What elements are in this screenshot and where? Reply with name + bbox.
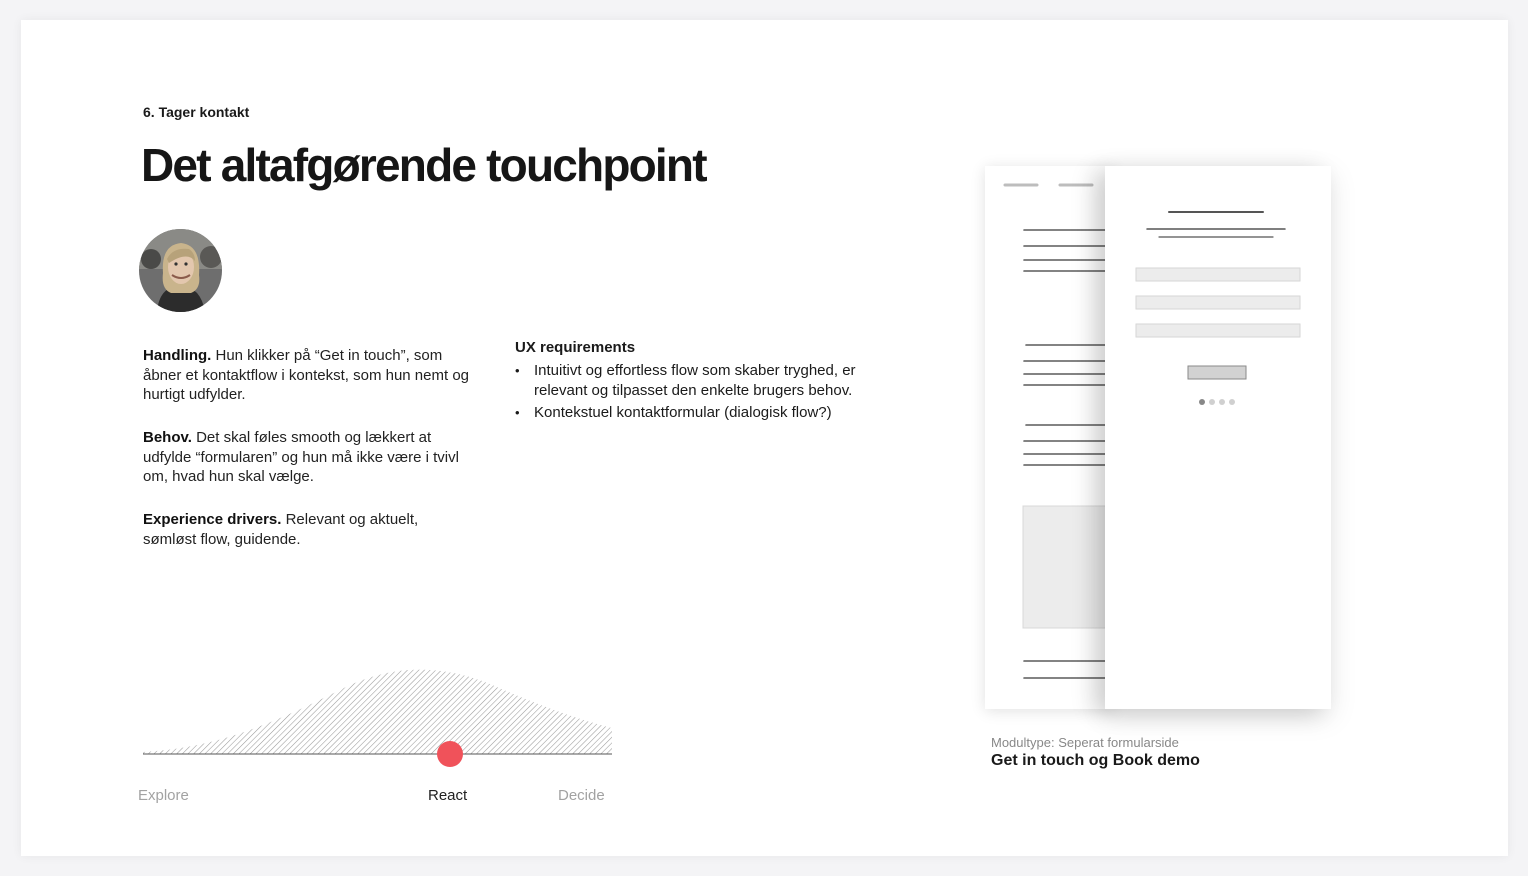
- page-title: Det altafgørende touchpoint: [141, 139, 706, 191]
- journey-curve-area: [143, 670, 612, 754]
- drivers-label: Experience drivers.: [143, 511, 282, 528]
- module-type-label: Modultype: Seperat formularside: [991, 735, 1179, 750]
- behov-paragraph: [143, 428, 473, 487]
- stage-react: React: [428, 787, 468, 804]
- behov-text: Det skal føles smooth og lækkert at udfylde “formularen” og hun må ikke være i tvivl om, hvad hun skal vælge.: [143, 429, 459, 485]
- drivers-paragraph: [143, 510, 473, 549]
- handling-paragraph: [143, 346, 473, 405]
- ux-requirements-heading: UX requirements: [515, 339, 636, 356]
- behov-label: Behov.: [143, 429, 192, 446]
- ux-requirement-item: • Kontekstuel kontaktformular (dialogisk flow?): [515, 403, 885, 423]
- avatar: [139, 229, 222, 312]
- stage-explore: Explore: [138, 787, 189, 804]
- ux-requirement-item: • Intuitivt og effortless flow som skaber tryghed, er relevant og tilpasset den enkelte brugers behov.: [515, 361, 885, 400]
- handling-text: Hun klikker på “Get in touch”, som åbner et kontaktflow i kontekst, som hun nemt og hurtigt udfylder.: [143, 347, 470, 403]
- persona-photo-icon: [139, 229, 222, 312]
- drivers-text: Relevant og aktuelt, sømløst flow, guidende.: [143, 511, 419, 548]
- handling-label: Handling.: [143, 347, 212, 364]
- module-name: Get in touch og Book demo: [991, 752, 1200, 769]
- wireframe-page-back: [985, 166, 1115, 709]
- ux-requirements-list: [515, 361, 885, 426]
- section-eyebrow: 6. Tager kontakt: [143, 104, 250, 120]
- wireframe-form-sketch: [1105, 166, 1331, 709]
- journey-curve: [140, 660, 620, 775]
- wireframe-page-front: [1105, 166, 1331, 709]
- stage-decide: Decide: [558, 787, 605, 804]
- wireframe-page-sketch: [985, 166, 1115, 709]
- journey-marker: [437, 741, 463, 767]
